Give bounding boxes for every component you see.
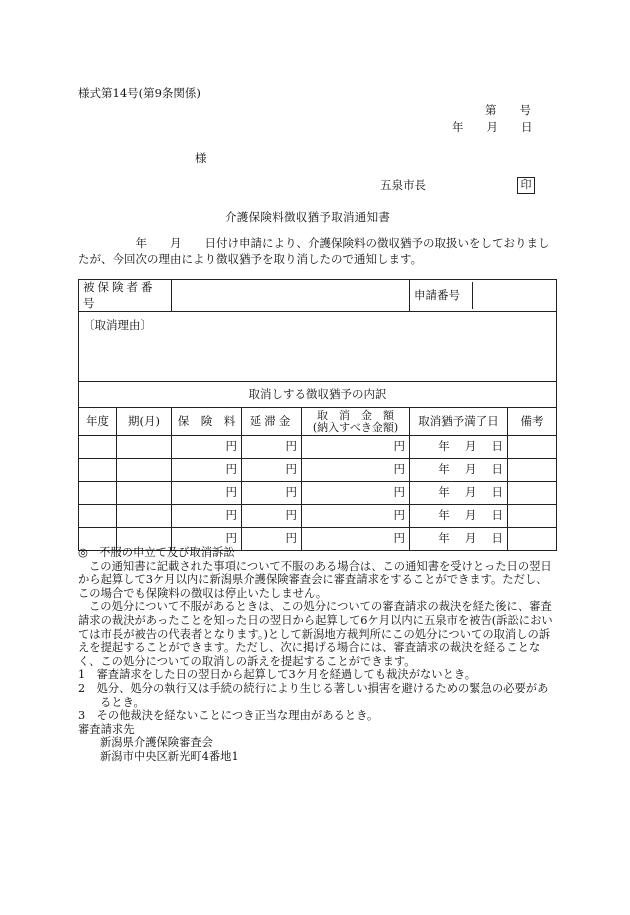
cancel-reason-cell [79,312,557,382]
appeal-heading: ◎ 不服の申立て及び取消訴訟 [78,546,235,559]
col-header-cancel-amount [302,408,410,436]
appeal-item-3: 3 その他裁決を経ないことにつき正当な理由があるとき。 [78,709,379,723]
premium-yen: 円 [172,505,242,528]
col-header-cancel-amount-line2: (納入すべき金額) [312,420,399,434]
late-fee-yen: 円 [242,459,302,482]
table-row [79,505,557,528]
col-header-remarks: 備考 [508,408,557,436]
table-row [79,459,557,482]
col-header-late-fee: 延滞金 [242,408,302,436]
premium-yen: 円 [172,459,242,482]
appeal-item-2: 2 処分、処分の執行又は手続の続行により生じる著しい損害を避けるための緊急の必要があるとき。 [78,681,549,709]
issuer-name: 五泉市長 [380,178,426,192]
review-body-address: 新潟市中央区新光町4番地1 [100,749,239,763]
cancel-amount-yen: 円 [302,528,410,551]
expiry-date-cell: 年 月 日 [410,482,508,505]
cancel-amount-yen: 円 [302,459,410,482]
seal-stamp: 印 [517,177,535,194]
recipient-honorific: 様 [195,151,207,165]
col-header-cancel-amount-line1: 取 消 金 額 [317,408,394,422]
expiry-date-cell: 年 月 日 [410,528,508,551]
application-number-label: 申請番号 [410,282,473,309]
appeal-paragraph-2: この処分について不服があるときは、この処分についての審査請求の裁決を経た後に、審査請求の裁決があったことを知った日の翌日から起算して6ケ月以内に五泉市を被告(訴訟においては市長が被告の代表者となります。)として新潟地方裁判所にこの処分についての取消しの訴えを提起することができます。ただし、次に掲げる場合には、審査請求の裁決を経ることなく、この処分についての取消しの訴えを提起することができます。 [78,600,553,668]
appeal-item-1: 1 審査請求をした日の翌日から起算して3ケ月を経過しても裁決がないとき。 [78,668,477,682]
late-fee-yen: 円 [242,482,302,505]
application-number-cell [410,280,557,312]
late-fee-yen: 円 [242,436,302,459]
intro-text: 年 月 日付け申請により、介護保険料の徴収猶予の取扱いをしておりましたが、今回次の理由により徴収猶予を取り消したので通知します。 [78,236,550,266]
form-number: 様式第14号(第9条関係) [78,86,201,100]
insured-number-value [172,280,410,312]
expiry-date-cell: 年 月 日 [410,436,508,459]
expiry-date-cell: 年 月 日 [410,459,508,482]
premium-yen: 円 [172,436,242,459]
application-number-value [473,282,556,309]
table-row [79,436,557,459]
cancel-reason-label: 〔取消理由〕 [83,318,152,333]
cancel-amount-yen: 円 [302,505,410,528]
document-title: 介護保険料徴収猶予取消通知書 [225,210,391,224]
col-header-period: 期(月) [117,408,172,436]
review-destination-label: 審査請求先 [78,722,135,736]
col-header-premium: 保 険 料 [172,408,242,436]
expiry-date-cell: 年 月 日 [410,505,508,528]
cancel-amount-yen: 円 [302,436,410,459]
premium-yen: 円 [172,482,242,505]
col-header-year: 年度 [79,408,117,436]
deferral-table [78,279,557,551]
late-fee-yen: 円 [242,505,302,528]
document-number-label: 第 号 [485,103,531,117]
review-body-name: 新潟県介護保険審査会 [100,736,213,750]
appeal-notes [78,546,558,764]
late-fee-yen: 円 [242,528,302,551]
issue-date-label: 年 月 日 [452,120,533,134]
insured-number-label: 被保険者番号 [79,280,172,312]
appeal-paragraph-1: この通知書に記載された事項について不服のある場合は、この通知書を受けとった日の翌日から起算して3ケ月以内に新潟県介護保険審査会に審査請求をすることができます。ただし、この場合でも保険料の徴収は停止いたしません。 [78,559,552,600]
breakdown-title: 取消しする徴収猶予の内訳 [79,382,557,408]
premium-yen: 円 [172,528,242,551]
col-header-expiry: 取消猶予満了日 [410,408,508,436]
cancel-amount-yen: 円 [302,482,410,505]
table-row [79,482,557,505]
